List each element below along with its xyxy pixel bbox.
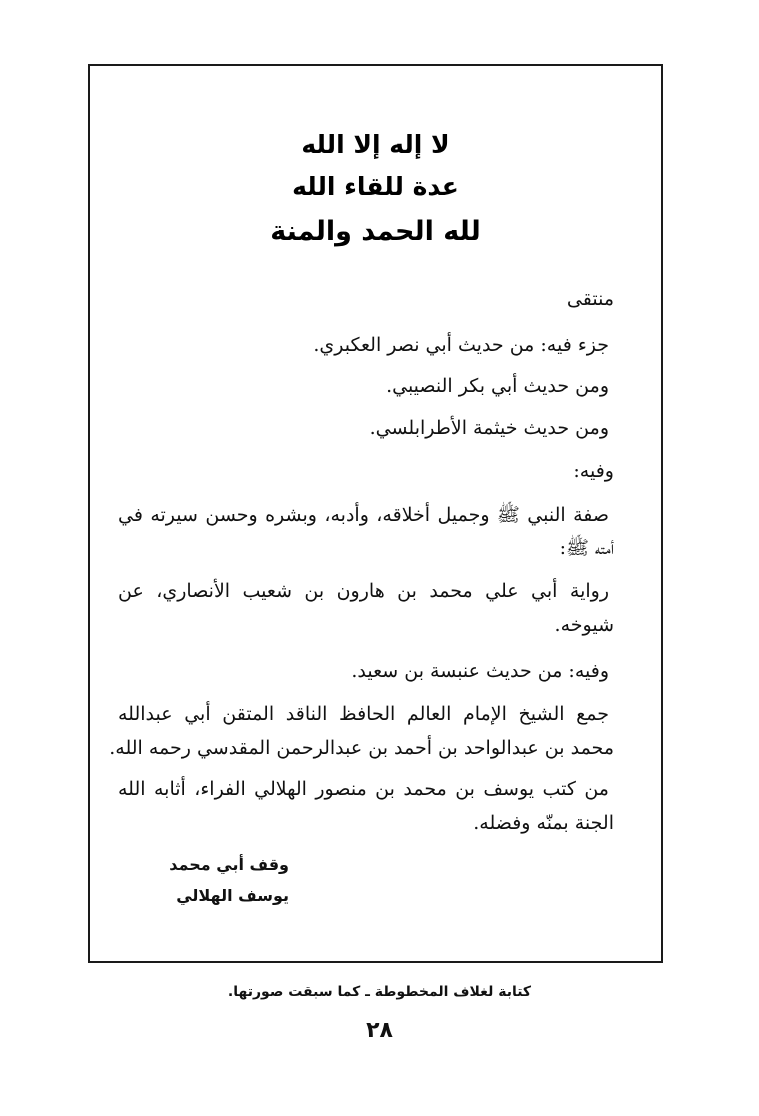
paragraph-kutub-line1: من كتب يوسف بن محمد بن منصور الهلالي الفراء، أثابه الله [118,778,609,800]
paragraph-kutub-line2: الجنة بمنّه وفضله. [473,812,614,834]
item-anbasa: وفيه: من حديث عنبسة بن سعيد. [351,660,609,682]
paragraph-sifa-line1: صفة النبي ﷺ وجميل أخلاقه، وأدبه، وبشره وحسن سيرته في [118,504,609,526]
paragraph-jam-line1: جمع الشيخ الإمام العالم الحافظ الناقد المتقن أبي عبدالله [118,703,609,725]
muntaqa-label: منتقى [566,288,614,310]
paragraph-riwaya-line2: شيوخه. [554,614,614,636]
paragraph-sifa-line2: أمته ﷺ: [559,537,614,559]
item-akbari: جزء فيه: من حديث أبي نصر العكبري. [313,334,609,356]
heading-idda: عدة للقاء الله [292,172,459,201]
item-nusaybi: ومن حديث أبي بكر النصيبي. [386,375,609,397]
item-atrabulusi: ومن حديث خيثمة الأطرابلسي. [369,417,609,439]
heading-tahlil: لا إله إلا الله [301,130,450,159]
signature-waqf: وقف أبي محمد [169,855,289,874]
page-number: ٢٨ [366,1018,393,1043]
wafihi-label: وفيه: [573,460,614,482]
heading-hamd: لله الحمد والمنة [270,216,481,247]
paragraph-jam-line2: محمد بن عبدالواحد بن أحمد بن عبدالرحمن المقدسي رحمه الله. [109,737,614,759]
paragraph-riwaya-line1: رواية أبي علي محمد بن هارون بن شعيب الأنصاري، عن [118,580,609,602]
figure-caption: كتابة لغلاف المخطوطة ـ كما سبقت صورتها. [227,984,532,1000]
signature-name: يوسف الهلالي [176,886,289,905]
